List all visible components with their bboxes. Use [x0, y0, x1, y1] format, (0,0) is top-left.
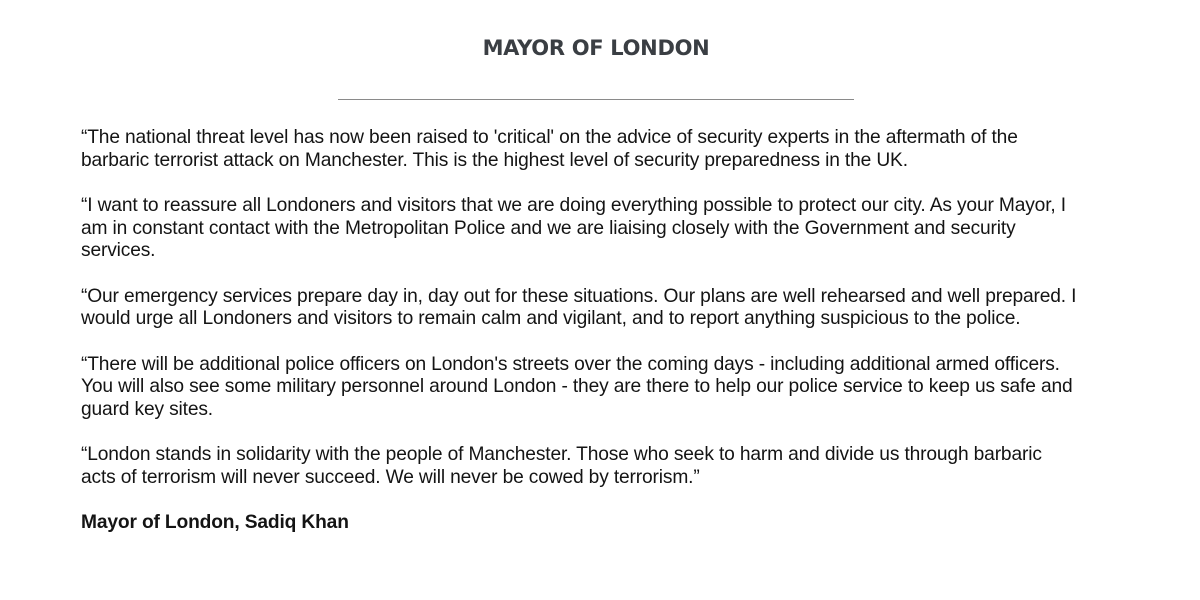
paragraph-line: guard key sites.	[81, 398, 213, 420]
paragraph-line: “London stands in solidarity with the people of Manchester. Those who seek to harm and divide us through barbaric	[81, 444, 1042, 465]
paragraph-3	[81, 286, 1141, 331]
paragraph-line: am in constant contact with the Metropolitan Police and we are liaising closely with the Government and security	[81, 217, 1016, 239]
paragraph-5	[81, 444, 1141, 489]
paragraph-1	[81, 127, 1141, 172]
paragraph-line: acts of terrorism will never succeed. We will never be cowed by terrorism.”	[81, 466, 700, 488]
paragraph-line: would urge all Londoners and visitors to remain calm and vigilant, and to report anything suspicious to the police.	[81, 308, 1021, 329]
paragraph-line: “There will be additional police officers on London's streets over the coming days - including additional armed officers.	[81, 353, 1060, 375]
divider	[338, 99, 854, 100]
paragraph-2	[81, 195, 1141, 263]
paragraph-line: services.	[81, 240, 156, 261]
signature: Mayor of London, Sadiq Khan	[81, 512, 349, 533]
page-title: MAYOR OF LONDON	[482, 36, 710, 60]
paragraph-line: “The national threat level has now been raised to 'critical' on the advice of security experts in the aftermath of the	[81, 127, 1018, 148]
paragraph-line: “Our emergency services prepare day in, day out for these situations. Our plans are well rehearsed and well prepared. I	[81, 285, 1077, 307]
statement-body	[81, 127, 1141, 535]
paragraph-4	[81, 354, 1141, 422]
paragraph-line: “I want to reassure all Londoners and visitors that we are doing everything possible to protect our city. As your Mayor, I	[81, 195, 1066, 216]
paragraph-line: barbaric terrorist attack on Manchester. This is the highest level of security preparedness in the UK.	[81, 149, 908, 171]
paragraph-line: You will also see some military personnel around London - they are there to help our police service to keep us safe and	[81, 376, 1073, 397]
